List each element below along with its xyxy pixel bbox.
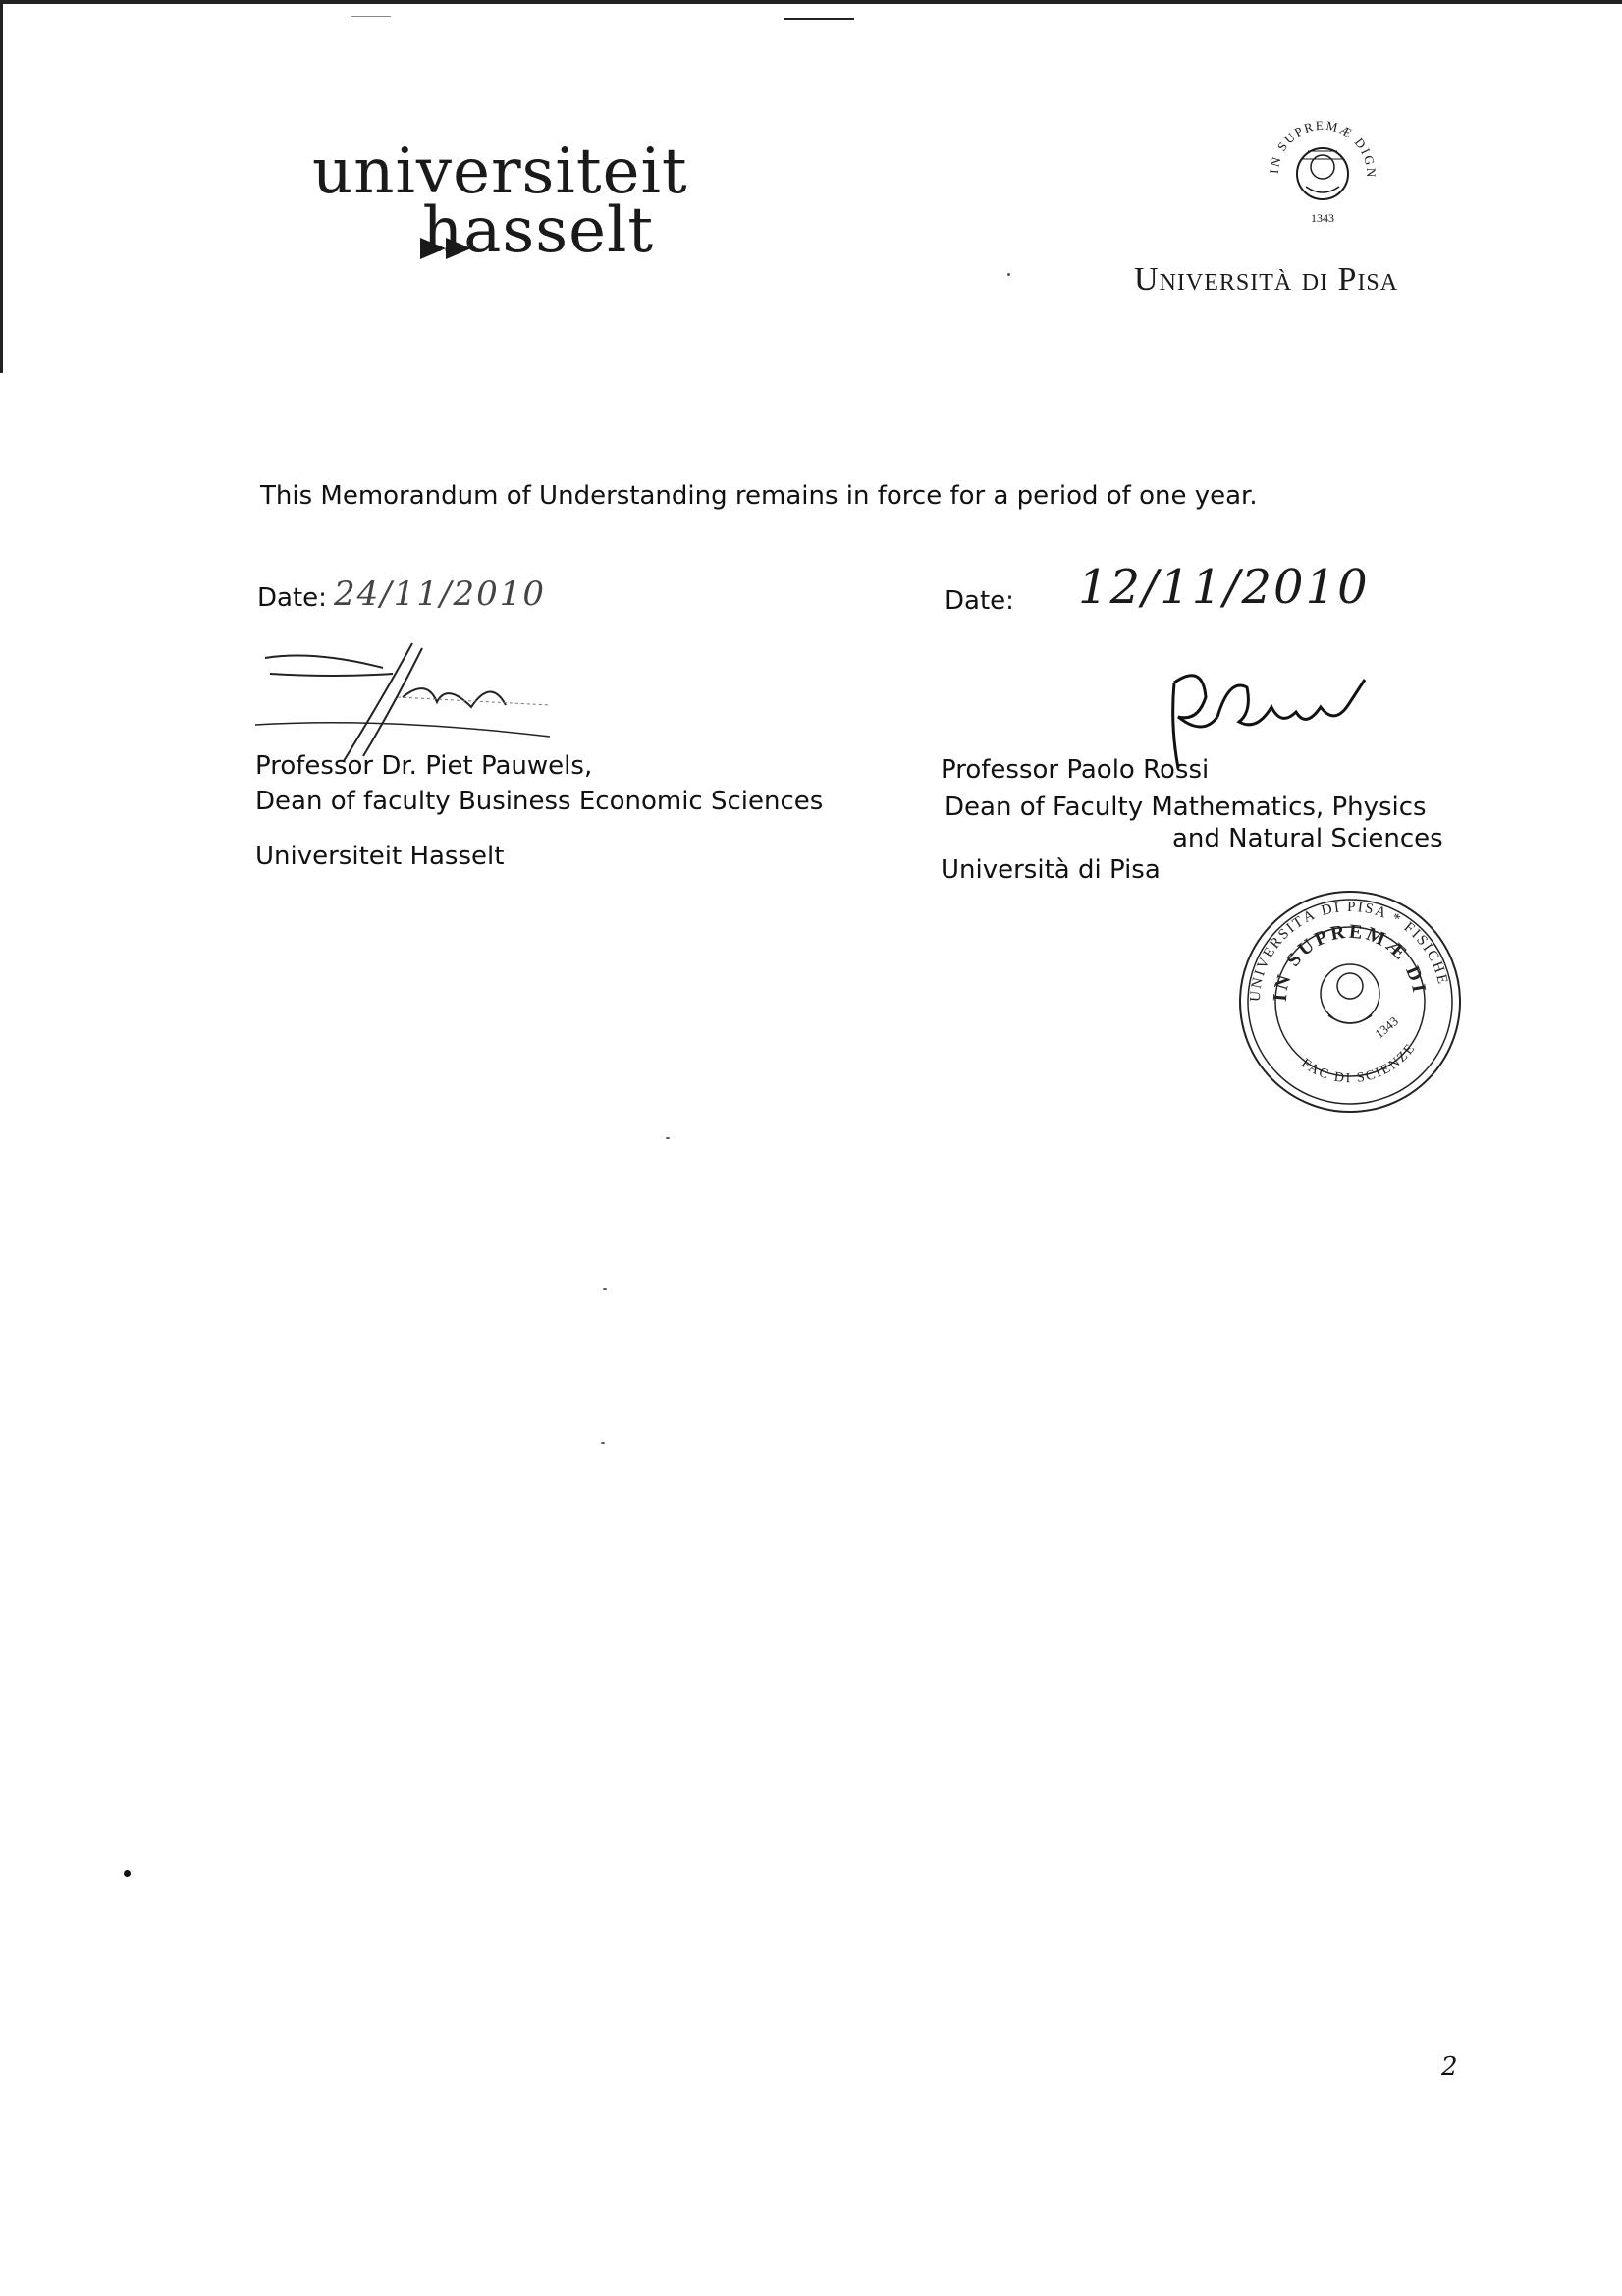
seal-year: 1343 xyxy=(1311,211,1334,225)
scan-speck xyxy=(124,1870,131,1877)
left-signatory-name: Professor Dr. Piet Pauwels, xyxy=(255,751,593,781)
logo-text-hasselt: hasselt xyxy=(422,194,655,267)
left-date-label: Date: xyxy=(257,583,327,613)
stamp-seal-icon xyxy=(1232,884,1468,1120)
left-signature-icon xyxy=(236,638,560,766)
left-date-handwritten: 24/11/2010 xyxy=(334,574,546,614)
left-signatory-block xyxy=(255,748,823,874)
scan-speck xyxy=(1007,273,1010,276)
scan-mark-top-2 xyxy=(351,16,391,17)
right-signatory-block xyxy=(941,752,1443,894)
right-signatory-name: Professor Paolo Rossi xyxy=(941,755,1210,785)
stamp-year: 1343 xyxy=(1372,1013,1401,1042)
stamp-bottom-text: FAC DI SCIENZE xyxy=(1298,1040,1420,1087)
scan-mark-top xyxy=(784,18,854,20)
right-date-handwritten: 12/11/2010 xyxy=(1078,560,1370,615)
right-signatory-role-line2: and Natural Sciences xyxy=(1172,824,1443,853)
scan-edge-top xyxy=(0,0,1622,4)
page-number: 2 xyxy=(1441,2052,1458,2082)
left-signatory-institution: Universiteit Hasselt xyxy=(255,842,505,871)
right-signatory-institution: Università di Pisa xyxy=(941,855,1161,885)
scan-edge-left xyxy=(0,0,3,373)
memorandum-text: This Memorandum of Understanding remains in force for a period of one year. xyxy=(260,481,1258,511)
seal-emblem-icon xyxy=(1259,110,1386,238)
left-signatory-role: Dean of faculty Business Economic Sciences xyxy=(255,787,824,816)
stamp-inner-text: IN SUPREMÆ DI xyxy=(1269,920,1431,1003)
universita-di-pisa-title: Università di Pisa xyxy=(1134,261,1399,298)
svg-text:IN SUPREMÆ DIGNITATIS xyxy=(1259,110,1379,179)
scan-speck xyxy=(666,1137,670,1139)
pisa-seal xyxy=(1259,110,1386,238)
universiteit-hasselt-logo xyxy=(312,136,764,283)
stamp-outer-text: UNIVERSITÀ DI PISA * FISICHE xyxy=(1247,899,1451,1003)
seal-motto: IN SUPREMÆ DIGN xyxy=(1266,117,1379,180)
svg-text:FAC DI SCIENZE xyxy=(1298,1040,1419,1086)
scan-speck xyxy=(601,1442,605,1444)
logo-text-universiteit: universiteit xyxy=(312,136,688,208)
right-date-label: Date: xyxy=(945,586,1014,616)
scan-speck xyxy=(603,1288,607,1290)
right-signatory-role-line1: Dean of Faculty Mathematics, Physics xyxy=(945,793,1427,822)
faculty-stamp xyxy=(1232,884,1468,1120)
